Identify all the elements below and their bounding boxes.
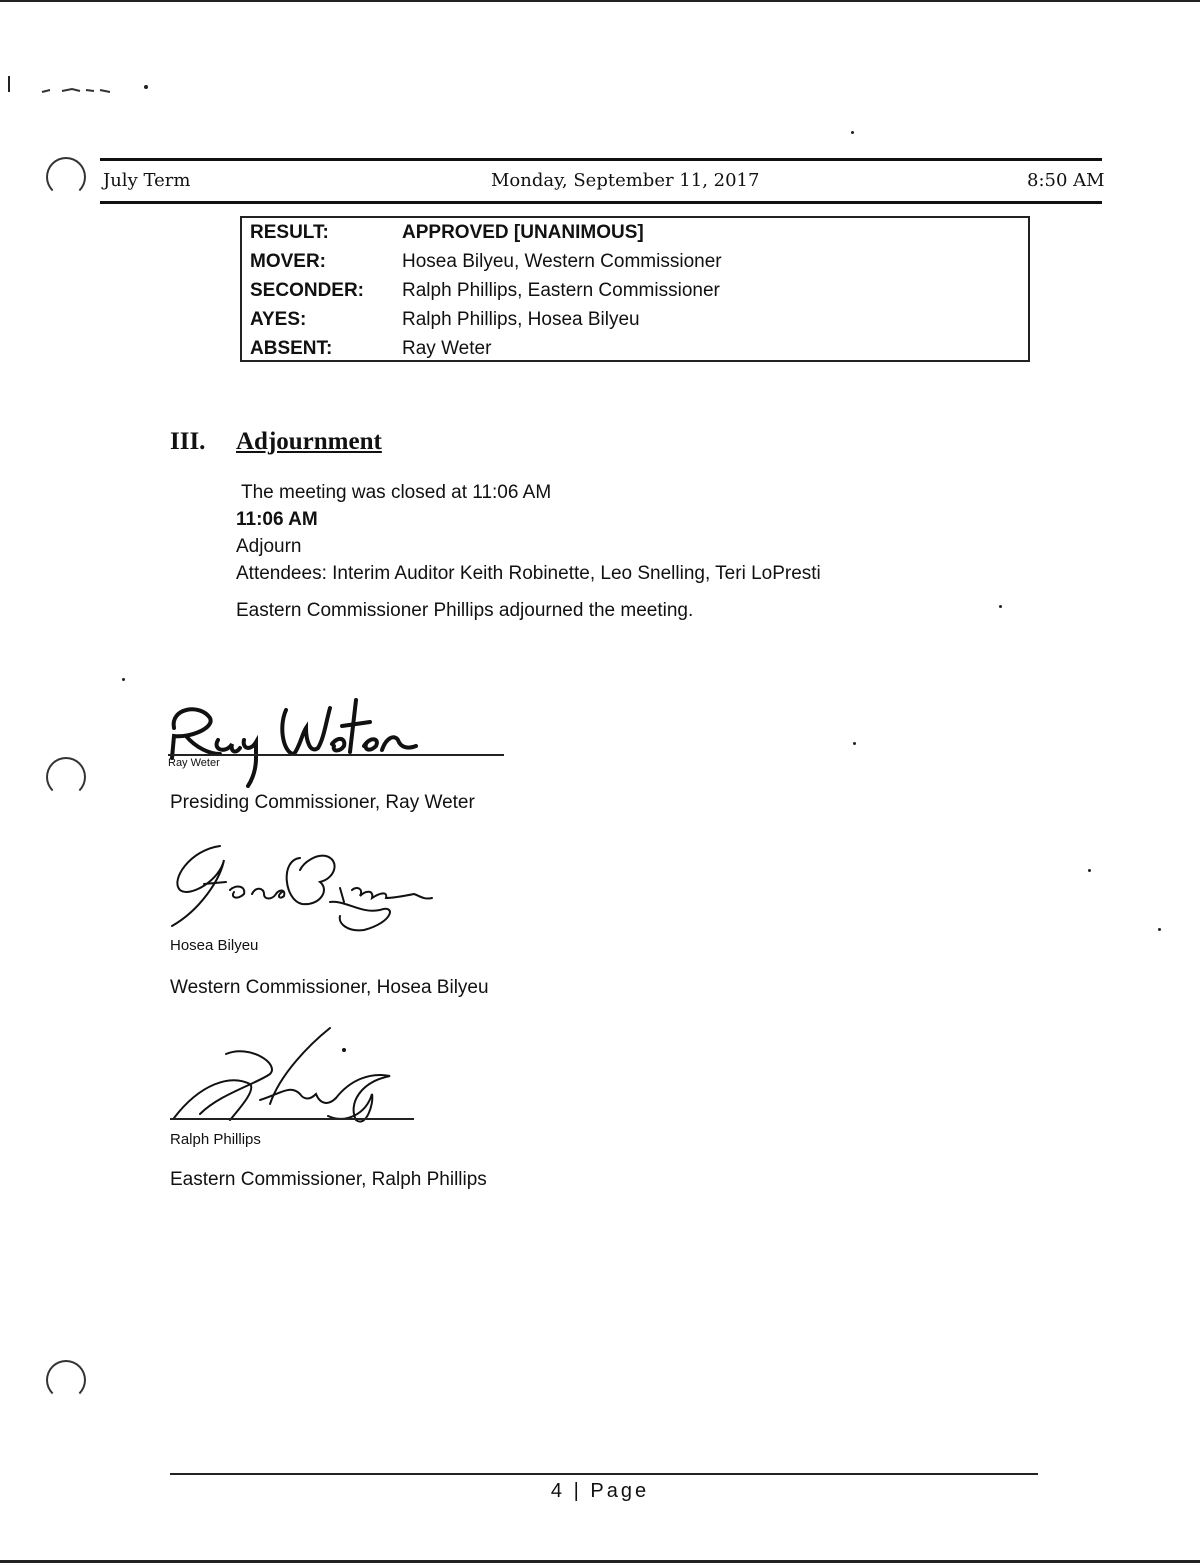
scan-speck (122, 678, 125, 681)
ayes-label: AYES: (250, 309, 307, 330)
result-value: APPROVED [UNANIMOUS] (402, 222, 644, 243)
punch-hole-bottom (46, 1360, 86, 1400)
absent-label: ABSENT: (250, 338, 333, 359)
ray-weter-signature (160, 688, 450, 788)
page-number: 4 | Page (550, 1480, 650, 1502)
bilyeu-title: Western Commissioner, Hosea Bilyeu (170, 977, 489, 998)
footer-rule (170, 1473, 1038, 1475)
weter-caption: Ray Weter (168, 757, 220, 769)
hosea-bilyeu-signature (160, 840, 450, 940)
punch-hole-top (46, 157, 86, 197)
scan-speck (999, 605, 1002, 608)
section-title: Adjournment (236, 428, 382, 455)
absent-value: Ray Weter (402, 338, 492, 359)
scan-bottom-edge (0, 1560, 1200, 1563)
bilyeu-caption: Hosea Bilyeu (170, 937, 259, 954)
scan-noise (40, 82, 160, 98)
seconder-label: SECONDER: (250, 280, 365, 301)
weter-title: Presiding Commissioner, Ray Weter (170, 792, 475, 813)
ayes-value: Ralph Phillips, Hosea Bilyeu (402, 309, 640, 330)
header-top-rule (100, 158, 1102, 161)
meeting-time: 8:50 AM (1027, 170, 1105, 191)
ralph-phillips-signature (160, 1024, 420, 1124)
scan-top-edge (0, 0, 1200, 2)
meeting-closed-line: The meeting was closed at 11:06 AM (241, 482, 552, 503)
scan-speck (853, 742, 856, 745)
phillips-caption: Ralph Phillips (170, 1131, 261, 1148)
scan-speck (1158, 928, 1161, 931)
punch-hole-middle (46, 757, 86, 797)
phillips-title: Eastern Commissioner, Ralph Phillips (170, 1169, 487, 1190)
weter-signature-line (168, 754, 504, 756)
section-number: III. (170, 428, 206, 455)
mover-value: Hosea Bilyeu, Western Commissioner (402, 251, 722, 272)
mover-label: MOVER: (250, 251, 326, 272)
action-line: Adjourn (236, 536, 302, 557)
result-label: RESULT: (250, 222, 329, 243)
term-label: July Term (103, 170, 191, 191)
adjourned-line: Eastern Commissioner Phillips adjourned the meeting. (236, 600, 694, 621)
attendees-line: Attendees: Interim Auditor Keith Robinette, Leo Snelling, Teri LoPresti (236, 563, 821, 584)
scan-speck (1088, 869, 1091, 872)
phillips-signature-line (170, 1118, 414, 1120)
seconder-value: Ralph Phillips, Eastern Commissioner (402, 280, 720, 301)
scan-speck (851, 131, 854, 134)
header-bottom-rule (100, 201, 1102, 204)
scan-left-mark (8, 76, 10, 92)
meeting-date: Monday, September 11, 2017 (491, 170, 760, 191)
closing-time: 11:06 AM (236, 509, 318, 530)
